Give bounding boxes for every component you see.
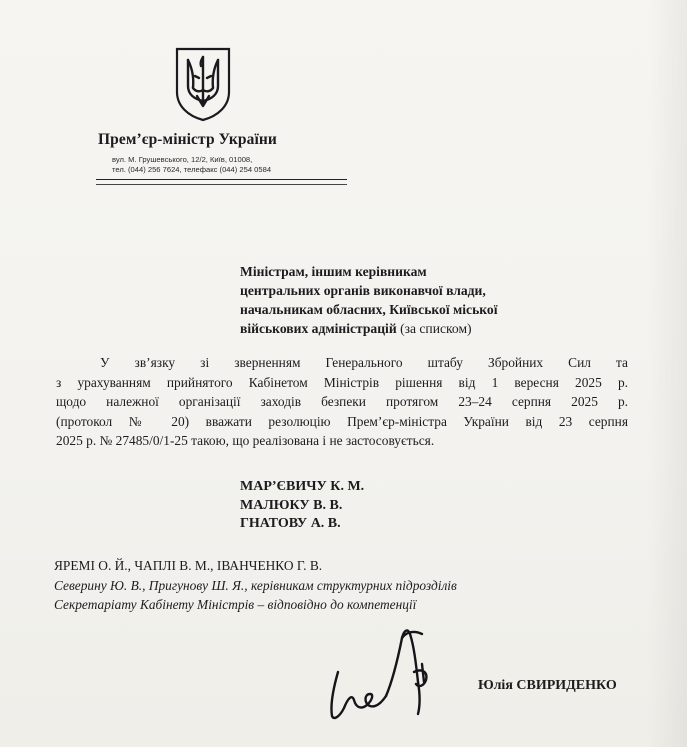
contact-line: тел. (044) 256 7624, телефакс (044) 254 0584 bbox=[112, 165, 272, 174]
cc-line: Северину Ю. В., Пригунову Ш. Я., керівникам структурних підрозділів bbox=[54, 577, 457, 593]
trident-coat-of-arms-icon bbox=[174, 46, 232, 122]
addressee-line: Міністрам, іншим керівникам bbox=[240, 264, 427, 279]
recipient-name: МАЛЮКУ В. В. bbox=[240, 497, 343, 513]
header-divider bbox=[96, 179, 347, 180]
cc-line-officials: ЯРЕМІ О. Й., ЧАПЛІ В. М., ІВАНЧЕНКО Г. В. bbox=[54, 558, 323, 573]
recipient-name: ГНАТОВУ А. В. bbox=[240, 516, 341, 531]
body-line: щодо належної організації заходів безпеки протягом 23–24 серпня 2025 р. bbox=[56, 394, 628, 409]
body-line: з урахуванням прийнятого Кабінетом Міністрів рішення від 1 вересня 2025 р. bbox=[56, 374, 628, 390]
address-line: вул. М. Грушевського, 12/2, Київ, 01008, bbox=[112, 155, 253, 164]
addressee-line: начальникам обласних, Київської міської bbox=[240, 302, 498, 317]
addressee-block bbox=[240, 262, 600, 338]
letter-body bbox=[56, 353, 628, 451]
cc-line: Секретаріату Кабінету Міністрів – відповідно до компетенції bbox=[54, 597, 417, 612]
copy-recipients bbox=[54, 556, 457, 615]
handwritten-signature-icon bbox=[318, 624, 458, 724]
addressee-line-bold: військових адміністрацій bbox=[240, 321, 397, 336]
addressee-line-note: (за списком) bbox=[400, 321, 472, 336]
body-line: 2025 р. № 27485/0/1-25 такою, що реалізована і не застосовується. bbox=[56, 433, 435, 448]
header-divider-thin bbox=[96, 184, 347, 185]
body-line: У зв’язку зі зверненням Генерального штабу Збройних Сил та bbox=[100, 355, 628, 370]
body-line: (протокол № 20) вважати резолюцію Прем’єр-міністра України від 23 серпня bbox=[56, 413, 628, 429]
org-title: Прем’єр-міністр України bbox=[98, 131, 277, 148]
addressee-line: центральних органів виконавчої влади, bbox=[240, 283, 486, 298]
addressee-line-4 bbox=[240, 319, 600, 338]
recipients-list bbox=[240, 478, 364, 534]
signer-name: Юлія СВИРИДЕНКО bbox=[478, 678, 617, 693]
recipient-name: МАР’ЄВИЧУ К. М. bbox=[240, 479, 365, 494]
